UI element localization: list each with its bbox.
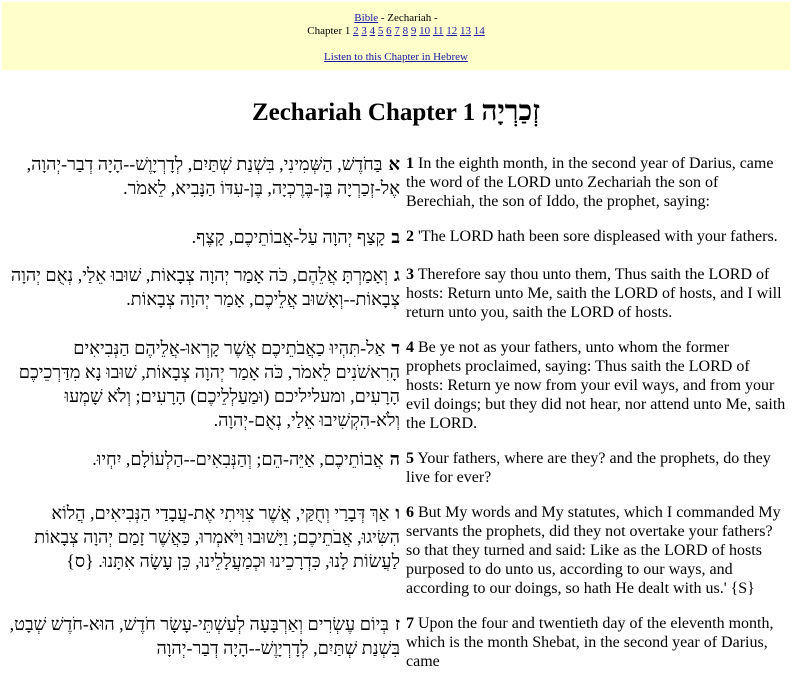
chapter-link-14[interactable]: 14 — [473, 25, 485, 37]
hebrew-verse — [4, 152, 400, 225]
chapter-link-8[interactable]: 8 — [402, 25, 409, 37]
english-verse — [400, 501, 788, 612]
english-verse — [400, 447, 788, 501]
hebrew-text: קָצַף יְהוָה עַל-אֲבוֹתֵיכֶם, קָצֶף. — [191, 227, 386, 247]
chapter-link-9[interactable]: 9 — [410, 25, 417, 37]
verses-table — [4, 152, 788, 685]
hebrew-verse — [4, 501, 400, 612]
hebrew-verse-number: ג — [394, 265, 400, 285]
english-text: Your fathers, where are they? and the prophets, do they live for ever? — [406, 450, 771, 486]
book-label: - Zechariah - — [378, 12, 438, 24]
verse-number: 6 — [406, 504, 414, 521]
english-verse — [400, 336, 788, 447]
hebrew-verse-number: א — [388, 154, 400, 174]
english-verse — [400, 152, 788, 225]
navigation-header — [2, 2, 790, 70]
title-hebrew: זְכַרְיָה — [481, 96, 541, 127]
verse-row — [4, 501, 788, 612]
chapter-nav — [2, 25, 790, 38]
verse-row — [4, 612, 788, 685]
english-verse — [400, 225, 788, 263]
bible-link[interactable]: Bible — [354, 12, 379, 24]
verse-row — [4, 263, 788, 336]
hebrew-verse-number: ו — [395, 503, 400, 523]
chapter-link-13[interactable]: 13 — [459, 25, 471, 37]
verse-number: 2 — [406, 228, 414, 245]
verse-number: 3 — [406, 266, 414, 283]
hebrew-verse-number: ב — [391, 227, 400, 247]
current-chapter: Chapter 1 — [307, 25, 351, 37]
chapter-link-4[interactable]: 4 — [369, 25, 376, 37]
english-text: 'The LORD hath been sore displeased with your fathers. — [414, 228, 778, 245]
english-text: Be ye not as your fathers, unto whom the former prophets proclaimed, saying: Thus saith the LORD of hosts: Return ye now from your evil ways, and from your evil doings; but they did not hear, nor attend unto Me, saith the LORD. — [406, 339, 786, 432]
hebrew-verse-number: ה — [389, 449, 400, 469]
english-text: Therefore say thou unto them, Thus saith the LORD of hosts: Return unto Me, saith the LORD of hosts, and I will return unto you, saith the LORD of hosts. — [406, 266, 782, 321]
chapter-link-2[interactable]: 2 — [353, 25, 359, 37]
english-text: In the eighth month, in the second year of Darius, came the word of the LORD unto Zechariah the son of Berechiah, the son of Iddo, the prophet, saying: — [406, 155, 774, 210]
verse-row — [4, 447, 788, 501]
hebrew-verse — [4, 263, 400, 336]
hebrew-text: בְּיוֹם עֶשְׂרִים וְאַרְבָּעָה לְעַשְׁתֵּי-עָשָׂר חֹדֶשׁ, הוּא-חֹדֶשׁ שְׁבָט, בִּשְׁנַת שְׁתַּיִם, לְדָרְיָוֶשׁ--הָיָה דְבַר-יְהוָה — [9, 614, 400, 658]
hebrew-verse — [4, 336, 400, 447]
hebrew-text: אַל-תִּהְיוּ כַאֲבֹתֵיכֶם אֲשֶׁר קָרְאוּ-אֲלֵיהֶם הַנְּבִיאִים הָרִאשֹׁנִים לֵאמֹר, כֹּה אָמַר יְהוָה צְבָאוֹת, שׁוּבוּ נָא מִדַּרְכֵיכֶם הָרָעִים, ומעליליכם (וּמַעַלְלֵיכֶם) הָרָעִים; וְלֹא שָׁמְעוּ וְלֹא-הִקְשִׁיבוּ אֵלַי, נְאֻם-יְהוָה. — [18, 338, 400, 430]
verse-number: 5 — [406, 450, 414, 467]
english-text: Upon the four and twentieth day of the eleventh month, which is the month Shebat, in the second year of Darius, came — [406, 615, 774, 670]
page-title — [0, 96, 792, 128]
verse-row — [4, 336, 788, 447]
hebrew-text: בַּחֹדֶשׁ, הַשְּׁמִינִי, בִּשְׁנַת שְׁתַּיִם, לְדָרְיָוֶשׁ--הָיָה דְבַר-יְהוָה, אֶל-זְכַרְיָה בֶּן-בֶּרֶכְיָה, בֶּן-עִדּוֹ הַנָּבִיא, לֵאמֹר. — [26, 154, 400, 198]
hebrew-verse — [4, 225, 400, 263]
english-verse — [400, 263, 788, 336]
english-verse — [400, 612, 788, 685]
hebrew-text: אַךְ דְּבָרַי וְחֻקַּי, אֲשֶׁר צִוִּיתִי אֶת-עֲבָדַי הַנְּבִיאִים, הֲלוֹא הִשִּׂיגוּ, אֲבֹתֵיכֶם; וַיָּשׁוּבוּ וַיֹּאמְרוּ, כַּאֲשֶׁר זָמַם יְהוָה צְבָאוֹת לַעֲשׂוֹת לָנוּ, כִּדְרָכֵינוּ וּכְמַעֲלָלֵינוּ, כֵּן עָשָׂה אִתָּנוּ. {ס} — [34, 503, 400, 571]
hebrew-verse-number: ד — [391, 338, 400, 358]
hebrew-verse — [4, 612, 400, 685]
hebrew-text: וְאָמַרְתָּ אֲלֵהֶם, כֹּה אָמַר יְהוָה צְבָאוֹת, שׁוּבוּ אֵלַי, נְאֻם יְהוָה צְבָאוֹת--וְאָשׁוּב אֲלֵיכֶם, אָמַר יְהוָה צְבָאוֹת. — [10, 265, 400, 309]
title-english: Zechariah Chapter 1 — [251, 99, 476, 126]
hebrew-text: אֲבוֹתֵיכֶם, אַיֵּה-הֵם; וְהַנְּבִאִים--הַלְעוֹלָם, יִחְיוּ. — [92, 449, 384, 469]
chapter-link-11[interactable]: 11 — [432, 25, 444, 37]
english-text: But My words and My statutes, which I commanded My servants the prophets, did they not overtake your fathers? so that they turned and said: Like as the LORD of hosts purposed to do unto us, according to our ways, and according to our doings, so hath He dealt with us.' {S} — [406, 504, 781, 597]
chapter-link-12[interactable]: 12 — [446, 25, 458, 37]
verse-number: 1 — [406, 155, 414, 172]
verse-row — [4, 225, 788, 263]
verse-number: 4 — [406, 339, 414, 356]
chapter-link-6[interactable]: 6 — [386, 25, 392, 37]
chapter-link-10[interactable]: 10 — [419, 25, 431, 37]
verse-row — [4, 152, 788, 225]
chapter-link-7[interactable]: 7 — [394, 25, 400, 37]
listen-hebrew-link[interactable]: Listen to this Chapter in Hebrew — [324, 51, 468, 63]
hebrew-verse-number: ז — [394, 614, 400, 634]
verse-number: 7 — [406, 615, 414, 632]
chapter-link-3[interactable]: 3 — [361, 25, 367, 37]
hebrew-verse — [4, 447, 400, 501]
chapter-link-5[interactable]: 5 — [377, 25, 384, 37]
